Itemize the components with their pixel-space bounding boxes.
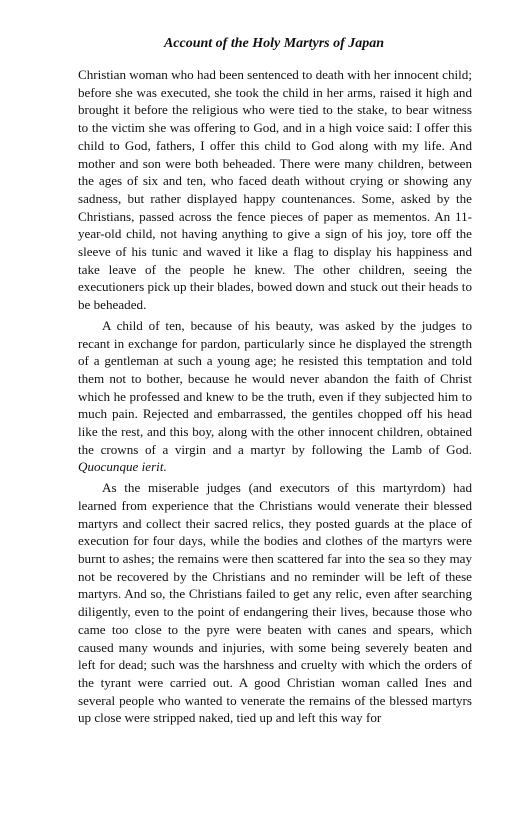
paragraph-1: Christian woman who had been sentenced to death with her innocent child; before she was executed, she took the child in her arms, raised it high and brought it before the religious who were tied to the stake, to bear witness to the victim she was offering to God, and in a high voice said: I offer this child to God, fathers, I offer this child to God along with my life. And mother and son were both beheaded. There were many children, between the ages of six and ten, who faced death without crying or showing any sadness, but rather displayed happy countenances. Some, asked by the Christians, passed across the fence pieces of paper as mementos. An 11-year-old child, not having anything to give a sign of his joy, tore off the sleeve of his tunic and waved it like a flag to display his happiness and take leave of the people he knew. The other children, seeing the executioners pick up their blades, bowed down and stuck out their heads to be beheaded. — [78, 67, 472, 313]
latin-phrase: Quocunque ierit. — [78, 459, 167, 475]
paragraph-2-text: A child of ten, because of his beauty, was asked by the judges to recant in exchange for pardon, particularly since he displayed the strength of a gentleman at such a young age; he resisted this temptation and told them not to bother, because he would never abandon the faith of Christ which he professed and knew to be the truth, even if they subjected him to much pain. Rejected and embarrassed, the gentiles chopped off his head like the rest, and this boy, along with the other innocent children, obtained the crowns of a virgin and a martyr by following the Lamb of God. — [78, 317, 472, 457]
running-title: Account of the Holy Martyrs of Japan — [163, 36, 385, 51]
paragraph-3: As the miserable judges (and executors of this martyrdom) had learned from experience that the Christians would venerate their blessed martyrs and collect their sacred relics, they posted guards at the place of execution for four days, while the bodies and clothes of the martyrs were burnt to ashes; the remains were then scattered far into the sea so they may not be recovered by the Christians and no reminder will be left of these martyrs. And so, the Christians failed to get any relic, even after searching diligently, even to the point of endangering their lives, because those who came too close to the pyre were beaten with canes and spears, which caused many wounds and injuries, with some being severely beaten and left for dead; such was the harshness and cruelty with which the orders of the tyrant were carried out. A good Christian woman called Ines and several people who wanted to venerate the remains of the blessed martyrs up close were stripped naked, tied up and left this way for — [78, 480, 472, 726]
body-text — [78, 66, 472, 727]
paragraph-2 — [78, 317, 472, 476]
